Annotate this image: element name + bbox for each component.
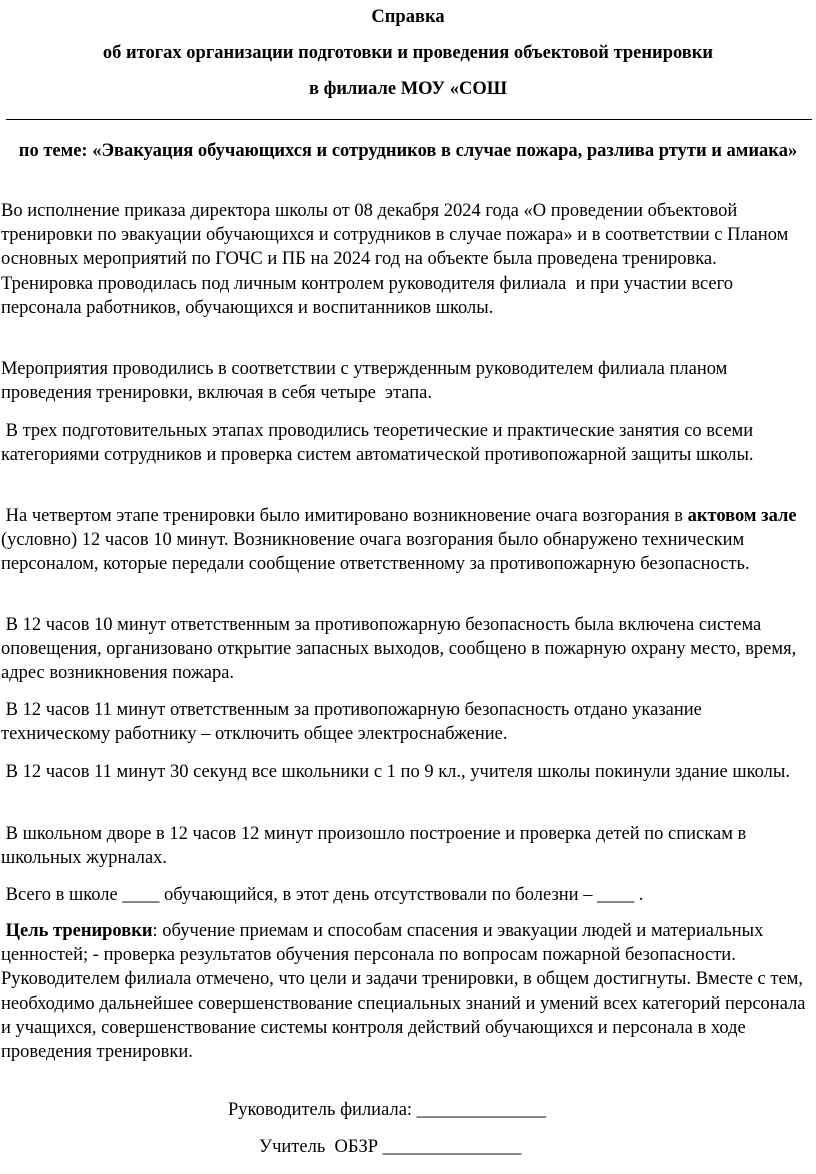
document-topic: по теме: «Эвакуация обучающихся и сотрудников в случае пожара, разлива ртути и амиака» — [18, 141, 798, 161]
paragraph-fourth-stage-text-1: На четвертом этапе тренировки было имитировано возникновение очага возгорания в — [1, 506, 688, 526]
paragraph-alert-system: В 12 часов 10 минут ответственным за противопожарную безопасность была включена система оповещения, организовано открытие запасных выходов, сообщено в пожарную охрану место, время, адрес возникновения пожара. — [1, 615, 801, 684]
paragraph-student-count: Всего в школе ____ обучающийся, в этот день отсутствовали по болезни – ____ . — [1, 885, 644, 905]
horizontal-divider — [6, 119, 812, 120]
document-subtitle: об итогах организации подготовки и проведения объектовой тренировки — [102, 43, 714, 63]
paragraph-measures: Мероприятия проводились в соответствии с утвержденным руководителем филиала планом проведения тренировки, включая в себя четыре этапа. — [1, 359, 732, 404]
paragraph-preparatory-stages: В трех подготовительных этапах проводились теоретические и практические занятия со всеми категориями сотрудников и проверка систем автоматической противопожарной защиты школы. — [1, 421, 758, 466]
paragraph-power-off: В 12 часов 11 минут ответственным за противопожарную безопасность отдано указание техническому работнику – отключить общее электроснабжение. — [1, 700, 707, 745]
training-goal-label: Цель тренировки — [1, 921, 153, 941]
paragraph-fourth-stage — [1, 504, 812, 577]
paragraph-evacuation: В 12 часов 11 минут 30 секунд все школьники с 1 по 9 кл., учителя школы покинули здание школы. — [1, 762, 790, 782]
training-goal-text: : обучение приемам и способам спасения и эвакуации людей и материальных ценностей; - проверка результатов обучения персонала по вопросам пожарной безопасности. Руководителем филиала отмечено, что цели и задачи тренировки, в общем достигнуты. Вместе с тем, необходимо дальнейшее совершенствование специальных знаний и умений всех категорий персонала и учащихся, совершенствование системы контроля действий обучающихся и персонала в ходе проведения тренировки. — [1, 921, 811, 1063]
document-branch: в филиале МОУ «СОШ — [308, 79, 508, 99]
paragraph-fourth-stage-text-2: (условно) 12 часов 10 минут. Возникновение очага возгорания было обнаружено техническим персоналом, которые передали сообщение ответственному за противопожарную безопасность. — [1, 506, 802, 575]
assembly-hall-bold: актовом зале — [687, 506, 797, 526]
signature-branch-head: Руководитель филиала: ______________ — [228, 1100, 547, 1120]
signature-teacher: Учитель ОБЗР _______________ — [259, 1137, 522, 1157]
document-title: Справка — [371, 7, 445, 27]
paragraph-roll-call: В школьном дворе в 12 часов 12 минут произошло построение и проверка детей по спискам в школьных журналах. — [1, 824, 751, 869]
paragraph-intro: Во исполнение приказа директора школы от 08 декабря 2024 года «О проведении объектовой тренировки по эвакуации обучающихся и сотрудников в случае пожара» и в соответствии с Планом основных мероприятий по ГОЧС и ПБ на 2024 год на объекте была проведена тренировка. Тренировка проводилась под личным контролем руководителя филиала и при участии всего персонала работников, обучающихся и воспитанников школы. — [1, 201, 794, 318]
paragraph-training-goal — [1, 919, 812, 1064]
